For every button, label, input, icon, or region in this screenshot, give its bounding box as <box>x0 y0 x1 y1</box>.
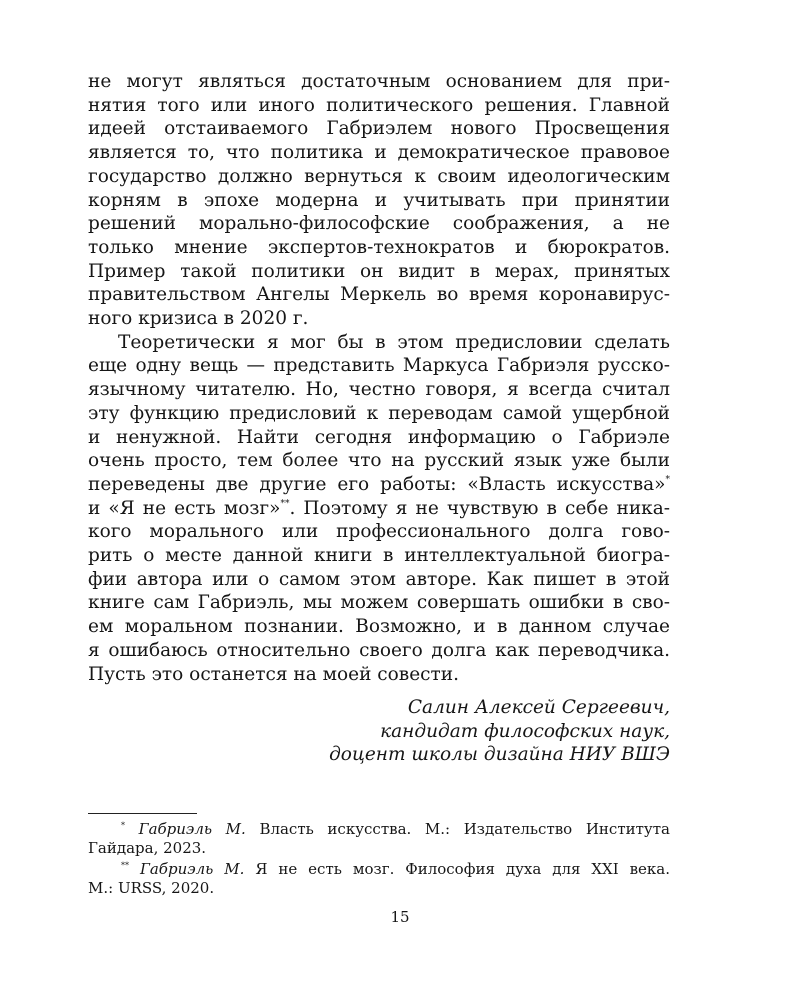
text-line: правительством Ангелы Меркель во время коронавирус- <box>88 284 670 306</box>
text-line: ем моральном познании. Возможно, и в данном случае <box>88 616 670 638</box>
footnote-mark: * <box>121 821 125 830</box>
signature-position: доцент школы дизайна НИУ ВШЭ <box>329 744 670 766</box>
text-line: кого морального или профессионального долга гово- <box>88 521 670 543</box>
signature-degree: кандидат философских наук, <box>380 720 670 742</box>
text-line: Пусть это останется на моей совести. <box>88 663 459 685</box>
text-line: и ненужной. Найти сегодня информацию о Габриэле <box>88 426 670 448</box>
text-line: государство должно вернуться к своим идеологическим <box>88 165 670 187</box>
text-line: идеей отстаиваемого Габриэлем нового Просвещения <box>88 118 670 140</box>
text-line: Теоретически я мог бы в этом предисловии сделать <box>118 331 670 353</box>
text-line: является то, что политика и демократическое правовое <box>88 142 670 164</box>
footnote-text: Власть искусства. М.: Издательство Института <box>245 820 670 838</box>
text-fragment: переведены две другие его работы: «Власть искусства» <box>88 473 666 495</box>
footnote-line <box>88 820 670 839</box>
text-line <box>88 473 670 497</box>
text-line <box>88 497 670 521</box>
text-line: я ошибаюсь относительно своего долга как переводчика. <box>88 639 670 661</box>
text-line: нятия того или иного политического решения. Главной <box>88 94 670 116</box>
text-line: книге сам Габриэль, мы можем совершать ошибки в сво- <box>88 592 670 614</box>
text-line: решений морально-философские соображения, а не <box>88 213 670 235</box>
page-body <box>88 70 670 767</box>
page-number: 15 <box>390 908 410 926</box>
text-line: ного кризиса в 2020 г. <box>88 308 309 330</box>
footnote-mark: ** <box>121 861 129 870</box>
footnote-1 <box>88 820 670 857</box>
footnote-2 <box>88 860 670 897</box>
footnote-author: Габриэль М. <box>138 820 246 838</box>
text-line: рить о месте данной книги в интеллектуальной биогра- <box>88 545 670 567</box>
footnote-line: Гайдара, 2023. <box>88 838 207 857</box>
text-line: язычному читателю. Но, честно говоря, я всегда считал <box>88 379 670 401</box>
text-line: еще одну вещь — представить Маркуса Габриэля русско- <box>88 355 670 377</box>
text-line: не могут являться достаточным основанием для при- <box>88 71 670 92</box>
text-fragment: . Поэтому я не чувствую в себе ника- <box>289 497 670 519</box>
footnote-line: М.: URSS, 2020. <box>88 878 215 897</box>
text-line: только мнение экспертов-технократов и бюрократов. <box>88 236 670 258</box>
signature-block <box>88 696 670 767</box>
paragraph-1 <box>88 70 670 331</box>
footnote-text: Я не есть мозг. Философия духа для XXI века. <box>244 860 670 878</box>
footnote-author: Габриэль М. <box>139 860 245 878</box>
text-line: фии автора или о самом этом авторе. Как пишет в этой <box>88 568 670 590</box>
paragraph-2 <box>88 331 670 687</box>
text-line: очень просто, тем более что на русский язык уже были <box>88 450 670 472</box>
footnote-line <box>88 860 670 879</box>
footnote-ref-2[interactable]: ** <box>280 498 290 509</box>
text-line: эту функцию предисловий к переводам самой ущербной <box>88 402 670 424</box>
text-fragment: и «Я не есть мозг» <box>88 497 281 519</box>
signature-name: Салин Алексей Сергеевич, <box>407 697 670 719</box>
text-line: корням в эпохе модерна и учитывать при принятии <box>88 189 670 211</box>
footnotes <box>88 820 670 900</box>
footnote-divider <box>88 813 197 814</box>
footnote-ref-1[interactable]: * <box>665 474 670 485</box>
text-line: Пример такой политики он видит в мерах, принятых <box>88 260 670 282</box>
